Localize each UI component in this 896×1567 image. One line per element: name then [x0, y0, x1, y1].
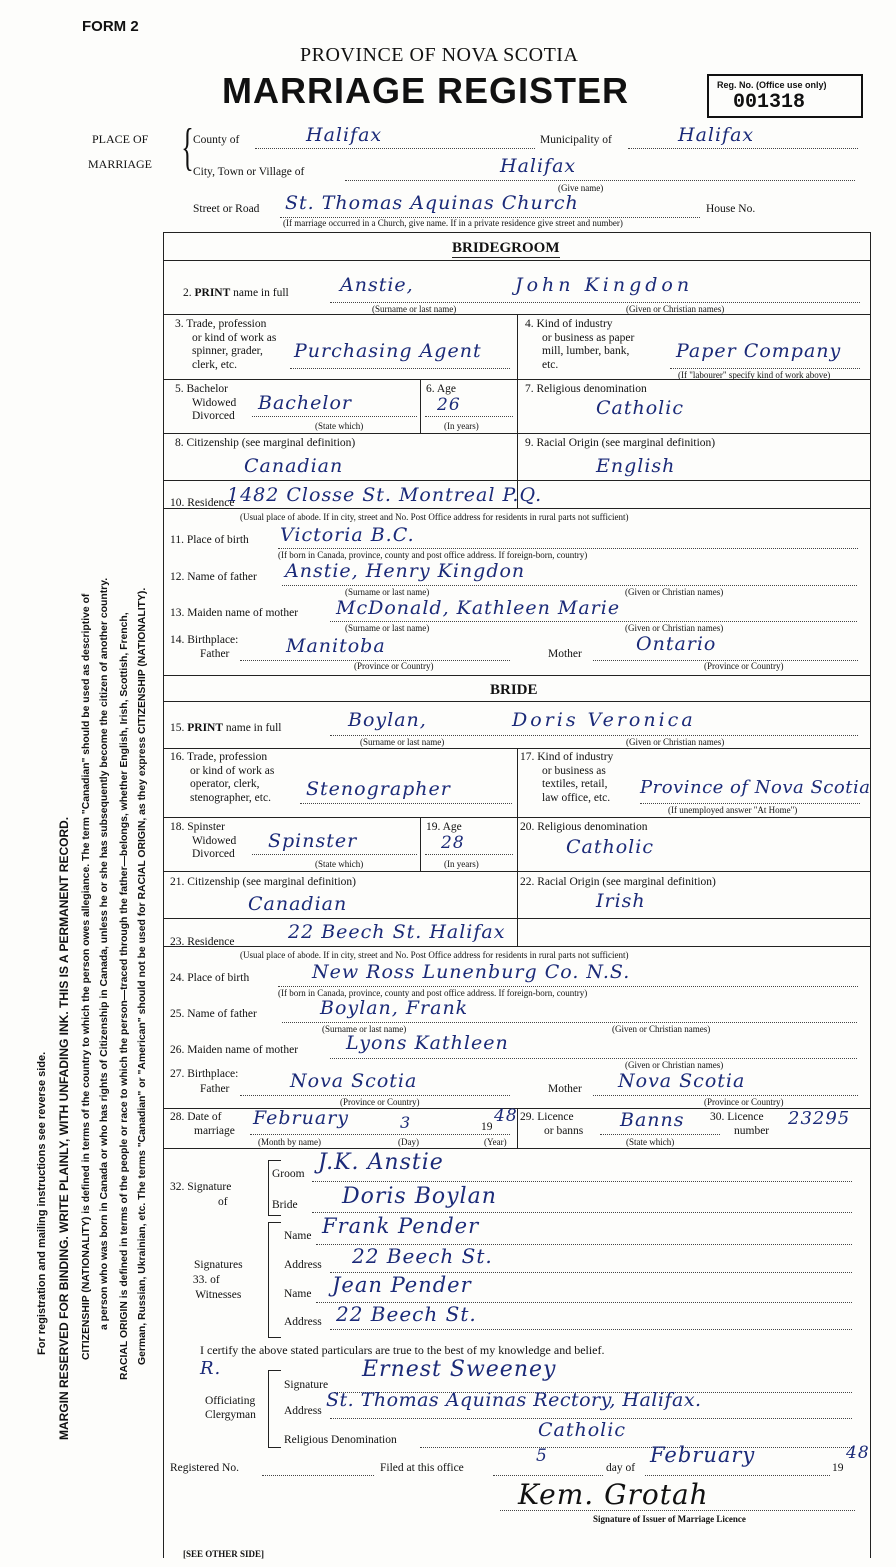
bride-given: Doris Veronica — [512, 709, 696, 731]
page-title: MARRIAGE REGISTER — [222, 70, 630, 111]
filed-year: 48 — [846, 1443, 870, 1463]
filed-month: February — [650, 1443, 756, 1467]
place-brace: { — [181, 119, 194, 176]
place-label-1: PLACE OF — [92, 132, 149, 146]
marriage-year: 48 — [494, 1106, 518, 1126]
county-label: County of — [193, 134, 240, 146]
form-number: FORM 2 — [82, 18, 139, 35]
street-note: (If marriage occurred in a Church, give name. If in a private residence give street and number) — [283, 218, 623, 228]
groom-father: Anstie, Henry Kingdon — [285, 560, 526, 582]
witness-1-name: Frank Pender — [322, 1214, 480, 1238]
bride-citizenship: Canadian — [248, 893, 348, 915]
bride-age: 28 — [441, 833, 465, 853]
bride-trade: Stenographer — [306, 778, 451, 800]
see-other-side: [SEE OTHER SIDE] — [183, 1549, 265, 1559]
groom-racial-origin: English — [596, 455, 676, 477]
reg-number-value: 001318 — [733, 91, 806, 114]
bride-mother: Lyons Kathleen — [346, 1032, 509, 1054]
bridegroom-heading: BRIDEGROOM — [452, 240, 560, 256]
groom-mother: McDonald, Kathleen Marie — [336, 597, 621, 619]
groom-trade: Purchasing Agent — [294, 340, 482, 362]
issuer-signature: Kem. Grotah — [518, 1478, 709, 1511]
house-label: House No. — [706, 203, 756, 215]
give-name-note: (Give name) — [558, 183, 604, 193]
clergy-religion: Catholic — [538, 1419, 626, 1441]
bride-heading: BRIDE — [490, 682, 538, 698]
groom-industry: Paper Company — [676, 340, 842, 362]
bride-religion: Catholic — [566, 836, 654, 858]
bride-signature: Doris Boylan — [342, 1184, 497, 1209]
groom-citizenship: Canadian — [244, 455, 344, 477]
margin-line-1: For registration and mailing instructions see reverse side. — [36, 1051, 48, 1355]
clergy-mark: R. — [200, 1358, 222, 1379]
municipality-label: Municipality of — [540, 134, 612, 146]
reg-number-label: Reg. No. (Office use only) — [717, 80, 827, 90]
margin-line-4: a person who was born in Canada or who has rights of Citizenship in Canada, unless he or she has subsequently become the citizen of another country. — [99, 577, 110, 1330]
margin-line-3: CITIZENSHIP (NATIONALITY) is defined in terms of the country to which the person owes allegiance. The term "Canadian" should be used as descriptive of — [81, 593, 92, 1360]
clergy-address: St. Thomas Aquinas Rectory, Halifax. — [326, 1389, 702, 1411]
groom-father-birthplace: Manitoba — [286, 635, 386, 657]
bride-father-birthplace: Nova Scotia — [290, 1070, 418, 1092]
certify-statement: I certify the above stated particulars are true to the best of my knowledge and belief. — [200, 1343, 605, 1357]
bride-racial-origin: Irish — [596, 890, 646, 912]
bride-birthplace: New Ross Lunenburg Co. N.S. — [312, 961, 631, 983]
bride-residence: 22 Beech St. Halifax — [288, 921, 506, 943]
county-value: Halifax — [306, 124, 383, 146]
bride-mother-birthplace: Nova Scotia — [618, 1070, 746, 1092]
street-label: Street or Road — [193, 203, 260, 215]
groom-religion: Catholic — [596, 397, 684, 419]
witness-2-name: Jean Pender — [332, 1273, 472, 1297]
city-label: City, Town or Village of — [193, 166, 305, 178]
reg-number-box — [707, 74, 863, 118]
street-value: St. Thomas Aquinas Church — [285, 192, 579, 214]
witness-2-address: 22 Beech St. — [336, 1302, 477, 1326]
bride-industry: Province of Nova Scotia — [640, 777, 871, 798]
margin-line-5: RACIAL ORIGIN is defined in terms of the people or race to which the person—traced through the father—belongs, whether English, Irish, Scottish, French, — [119, 612, 130, 1380]
place-label-2: MARRIAGE — [88, 157, 153, 171]
witness-1-address: 22 Beech St. — [352, 1244, 493, 1268]
city-value: Halifax — [500, 155, 577, 177]
clergy-signature: Ernest Sweeney — [362, 1357, 557, 1382]
marriage-month: February — [253, 1107, 350, 1129]
marriage-day: 3 — [400, 1113, 412, 1132]
margin-line-2: MARGIN RESERVED FOR BINDING. WRITE PLAINLY, WITH UNFADING INK. THIS IS A PERMANENT RECORD. — [57, 816, 71, 1440]
licence-number: 23295 — [788, 1108, 851, 1129]
groom-status: Bachelor — [258, 392, 353, 414]
licence-or-banns: Banns — [620, 1109, 685, 1131]
filed-day: 5 — [536, 1446, 548, 1466]
bride-status: Spinster — [268, 830, 358, 852]
groom-mother-birthplace: Ontario — [636, 633, 717, 655]
groom-age: 26 — [437, 395, 461, 415]
bride-father: Boylan, Frank — [320, 997, 469, 1019]
municipality-value: Halifax — [678, 124, 755, 146]
margin-line-6: German, Russian, Ukrainian, etc. The terms "Canadian" or "American" should not be used for RACIAL ORIGIN, as they express CITIZENSHIP (NATIONALITY). — [137, 587, 148, 1365]
groom-signature: J.K. Anstie — [318, 1150, 444, 1175]
bride-surname: Boylan, — [348, 709, 427, 731]
groom-surname: Anstie, — [340, 274, 414, 296]
province-title: PROVINCE OF NOVA SCOTIA — [300, 44, 579, 66]
groom-birthplace: Victoria B.C. — [280, 524, 415, 546]
groom-given: John Kingdon — [515, 274, 694, 296]
groom-residence: 1482 Closse St. Montreal P.Q. — [227, 484, 543, 506]
